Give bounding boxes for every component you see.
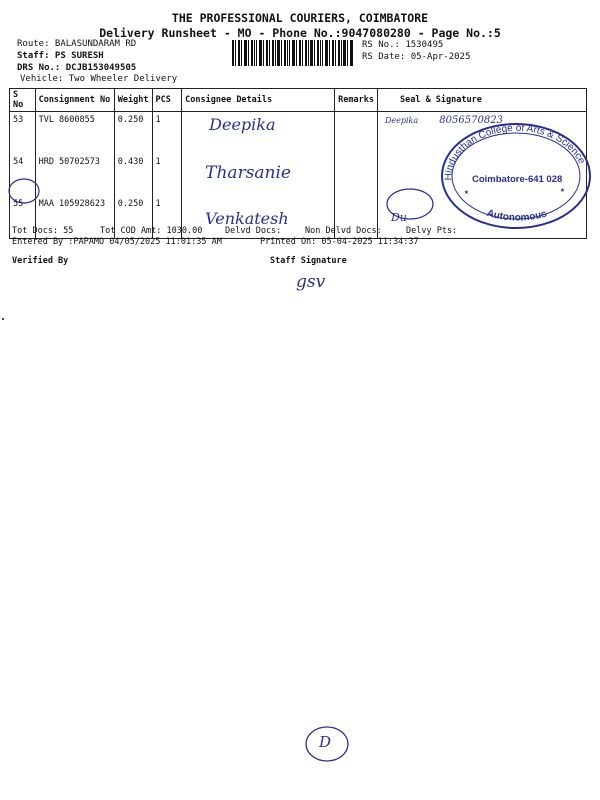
consignee-handwriting: Venkatesh — [205, 209, 289, 228]
tot-cod-amt: Tot COD Amt: 1030.00 — [100, 226, 203, 236]
consignee-handwriting: Deepika — [209, 115, 276, 134]
verified-by-label: Verified By — [12, 256, 69, 266]
route-label: Route: BALASUNDARAM RD — [17, 39, 137, 49]
college-seal-stamp — [436, 118, 594, 230]
svg-text:Hindusthan College of Arts & S: Hindusthan College of Arts & Science — [443, 122, 588, 181]
staff-signature-label: Staff Signature — [270, 256, 347, 266]
col-consignment: Consignment No — [35, 89, 114, 112]
cell-weight: 0.250 — [114, 196, 152, 239]
phone-handwriting: 8056570823 — [439, 115, 503, 126]
cell-weight: 0.430 — [114, 154, 152, 196]
col-remarks: Remarks — [335, 89, 378, 112]
svg-text:★: ★ — [464, 187, 469, 196]
cell-remarks — [335, 112, 378, 155]
cell-sno: 54 — [10, 154, 36, 196]
cell-sno: 55 — [10, 196, 36, 239]
barcode — [232, 40, 353, 66]
cell-remarks — [335, 154, 378, 196]
bottom-mark-handwriting: D — [319, 733, 332, 751]
col-sno: S No — [10, 89, 36, 112]
printed-on: Printed On: 05-04-2025 11:34:37 — [260, 237, 419, 247]
svg-text:★: ★ — [560, 185, 565, 194]
runsheet-title: Delivery Runsheet - MO - Phone No.:9047080280 - Page No.:5 — [99, 26, 501, 40]
table-header — [10, 89, 587, 112]
cell-consignment: TVL 8600855 — [35, 112, 114, 155]
cell-consignee — [182, 154, 335, 196]
rs-date: RS Date: 05-Apr-2025 — [362, 52, 471, 62]
staff-initials-handwriting: gsv — [296, 272, 326, 292]
col-pcs: PCS — [152, 89, 182, 112]
drs-number: DRS No.: DCJB153049505 — [17, 63, 137, 73]
company-name: THE PROFESSIONAL COURIERS, COIMBATORE — [171, 11, 429, 25]
delvd-docs: Delvd Docs: — [225, 226, 282, 236]
entered-by: Entered By :PAPAMO 04/05/2025 11:01:35 AM — [12, 237, 222, 247]
cell-pcs: 1 — [152, 112, 182, 155]
col-seal-signature: Seal & Signature — [377, 89, 586, 112]
row-circle-mark — [6, 176, 42, 206]
cell-consignment: HRD 50702573 — [35, 154, 114, 196]
staff-label: Staff: PS SURESH — [17, 51, 104, 61]
svg-text:Autonomous: Autonomous — [485, 207, 549, 224]
tot-docs: Tot Docs: 55 — [12, 226, 74, 236]
col-weight: Weight — [114, 89, 152, 112]
svg-text:Coimbatore-641 028: Coimbatore-641 028 — [472, 174, 563, 185]
signature-circle-mark — [384, 186, 436, 222]
consignee-handwriting: Tharsanie — [205, 163, 291, 183]
stray-mark — [2, 318, 4, 320]
cell-weight: 0.250 — [114, 112, 152, 155]
cell-sno: 53 — [10, 112, 36, 155]
signature-handwriting: Deepika — [384, 116, 419, 125]
delvy-pts: Delvy Pts: — [406, 226, 458, 236]
cell-pcs: 1 — [152, 154, 182, 196]
vehicle-label: Vehicle: Two Wheeler Delivery — [20, 74, 178, 84]
col-consignee: Consignee Details — [182, 89, 335, 112]
non-delvd-docs: Non Delvd Docs: — [305, 226, 382, 236]
signature-handwriting: Du — [390, 211, 407, 224]
cell-consignment: MAA 105928623 — [35, 196, 114, 239]
cell-consignee — [182, 112, 335, 155]
cell-pcs: 1 — [152, 196, 182, 239]
rs-number: RS No.: 1530495 — [362, 40, 444, 50]
